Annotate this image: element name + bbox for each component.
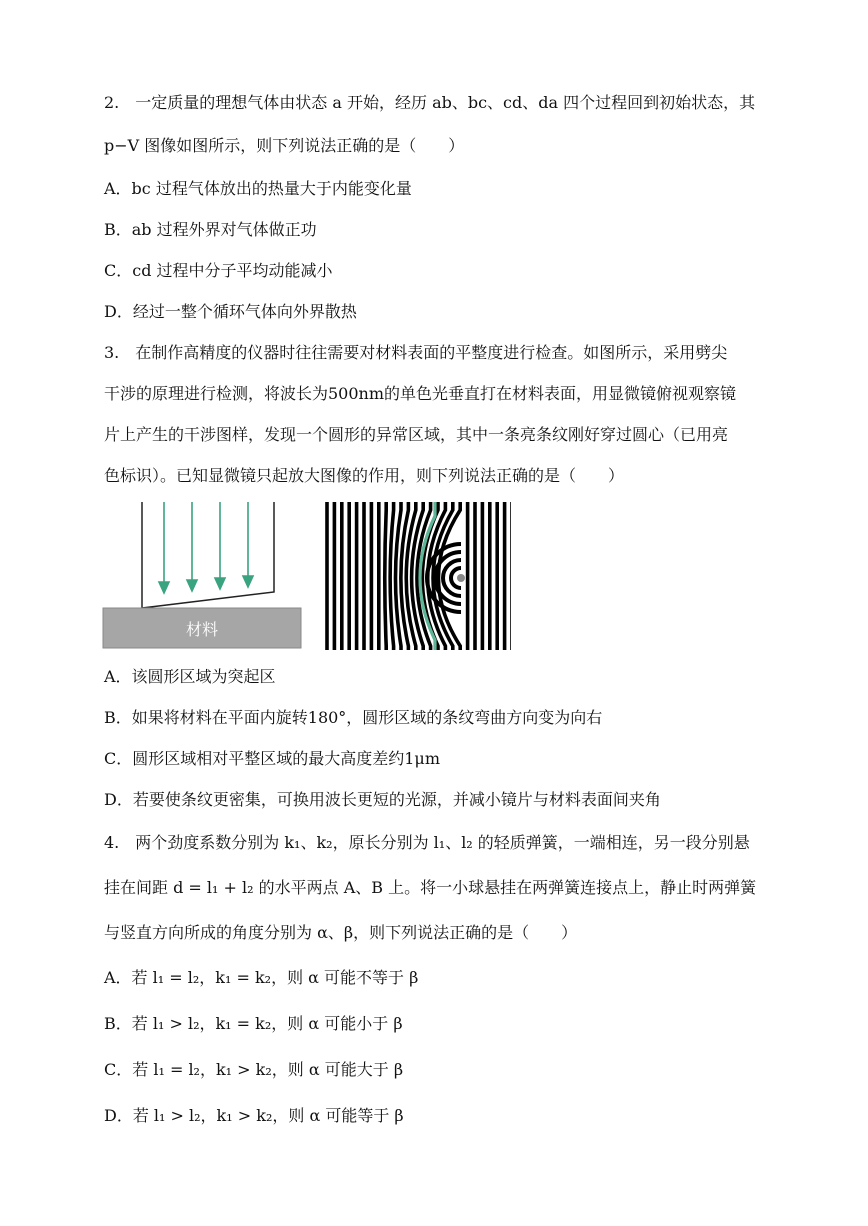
q3-option-d: D．若要使条纹更密集，可换用波长更短的光源，并减小镜片与材料表面间夹角 bbox=[104, 790, 661, 809]
wedge-diagram bbox=[100, 500, 304, 652]
q4-stem-line-1: 4. 两个劲度系数分别为 k₁、k₂，原长分别为 l₁、l₂ 的轻质弹簧，一端相连，另一段分别悬 bbox=[104, 833, 750, 852]
q3-stem-line-2: 干涉的原理进行检测，将波长为500nm的单色光垂直打在材料表面，用显微镜俯视观察镜 bbox=[104, 384, 737, 403]
circle-center-dot bbox=[457, 574, 465, 582]
wedge-figure bbox=[100, 500, 304, 656]
q4-option-b: B．若 l₁ > l₂，k₁ = k₂，则 α 可能小于 β bbox=[104, 1014, 403, 1033]
arrow-icon bbox=[243, 576, 253, 587]
q2-option-d: D．经过一整个循环气体向外界散热 bbox=[104, 302, 357, 321]
q2-stem-line-1: 2. 一定质量的理想气体由状态 a 开始，经历 ab、bc、cd、da 四个过程回到初始状态，其 bbox=[104, 93, 756, 112]
q2-option-a: A．bc 过程气体放出的热量大于内能变化量 bbox=[104, 179, 412, 198]
q4-option-a: A．若 l₁ = l₂，k₁ = k₂，则 α 可能不等于 β bbox=[104, 968, 419, 987]
q2-stem-line-2: p−V 图像如图所示，则下列说法正确的是（ ） bbox=[104, 136, 465, 155]
q3-stem-line-3: 片上产生的干涉图样，发现一个圆形的异常区域，其中一条亮条纹刚好穿过圆心（已用亮 bbox=[104, 425, 729, 444]
glass-wedge bbox=[142, 502, 274, 608]
arrow-icon bbox=[215, 578, 225, 589]
q3-option-c: C．圆形区域相对平整区域的最大高度差约1μm bbox=[104, 749, 440, 768]
q3-option-a: A．该圆形区域为突起区 bbox=[104, 667, 276, 686]
q4-stem-line-3: 与竖直方向所成的角度分别为 α、β，则下列说法正确的是（ ） bbox=[104, 923, 578, 942]
q3-stem-line-4: 色标识）。已知显微镜只起放大图像的作用，则下列说法正确的是（ ） bbox=[104, 466, 625, 485]
q4-option-d: D．若 l₁ > l₂，k₁ > k₂，则 α 可能等于 β bbox=[104, 1106, 404, 1125]
q4-option-c: C．若 l₁ = l₂，k₁ > k₂，则 α 可能大于 β bbox=[104, 1060, 404, 1079]
q2-option-c: C．cd 过程中分子平均动能减小 bbox=[104, 261, 333, 280]
q3-stem-line-1: 3. 在制作高精度的仪器时往往需要对材料表面的平整度进行检查。如图所示，采用劈尖 bbox=[104, 343, 728, 362]
fringe-pattern bbox=[325, 502, 511, 650]
fringe-line bbox=[385, 502, 386, 650]
q2-option-b: B．ab 过程外界对气体做正功 bbox=[104, 220, 317, 239]
arrow-icon bbox=[159, 582, 169, 593]
fringe-figure bbox=[325, 502, 511, 654]
material-label: 材料 bbox=[185, 620, 219, 639]
q4-stem-line-2: 挂在间距 d = l₁ + l₂ 的水平两点 A、B 上。将一小球悬挂在两弹簧连接点上，静止时两弹簧 bbox=[104, 878, 757, 897]
light-arrows bbox=[159, 502, 253, 593]
q3-option-b: B．如果将材料在平面内旋转180°，圆形区域的条纹弯曲方向变为向右 bbox=[104, 708, 603, 727]
arrow-icon bbox=[187, 580, 197, 591]
